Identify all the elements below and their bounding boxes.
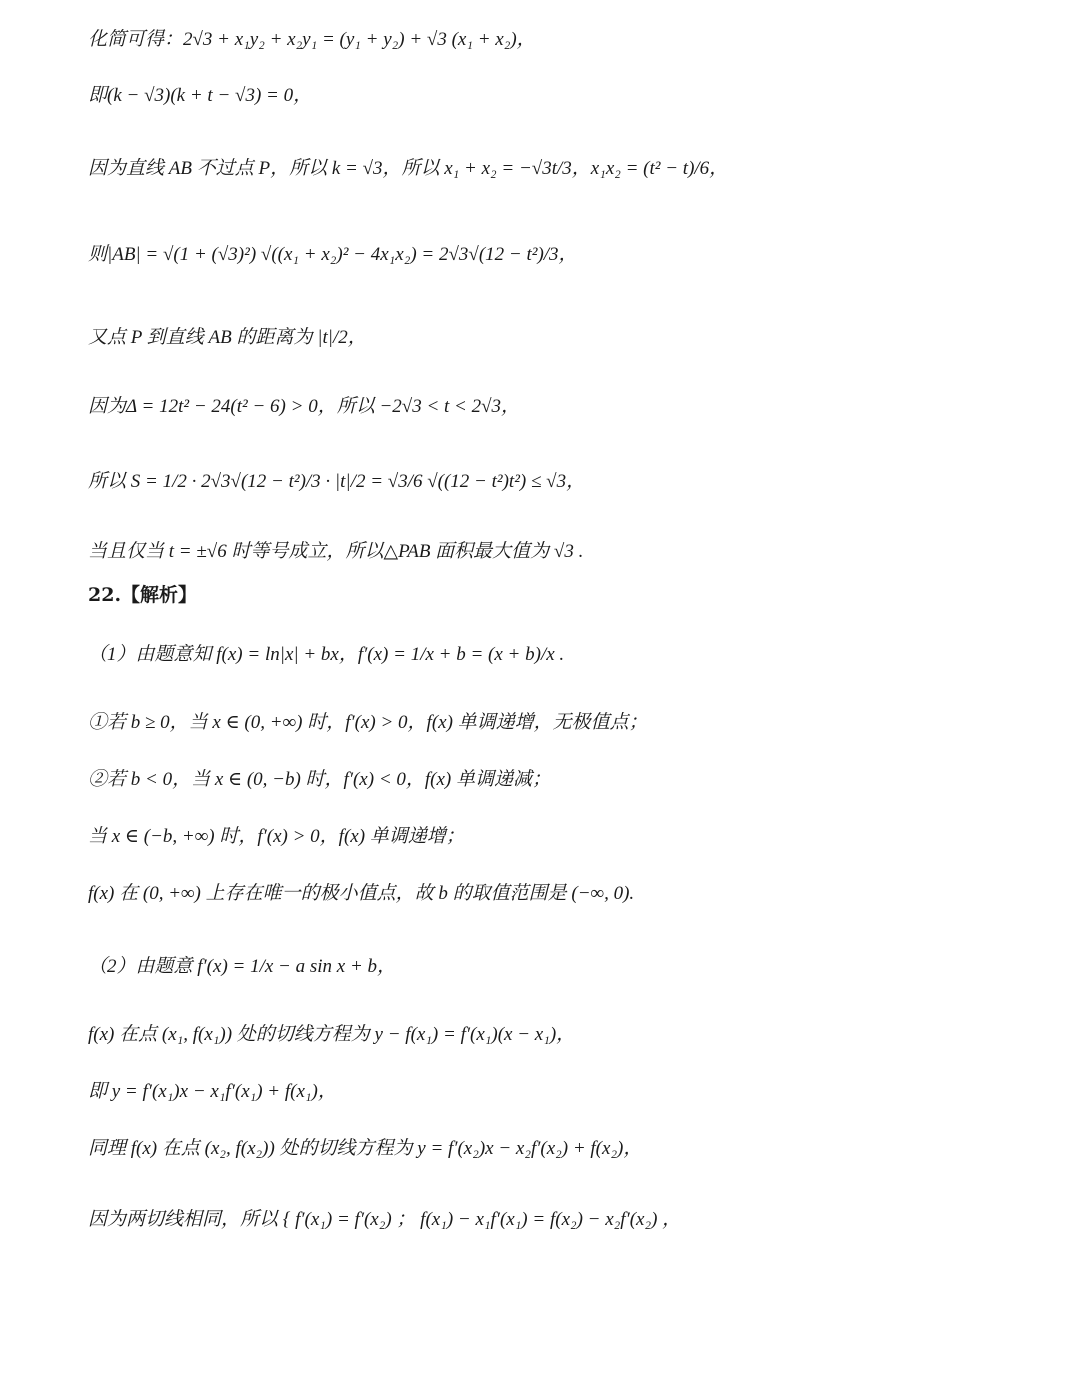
line-8: 当且仅当 t = ±√6 时等号成立，所以△PAB 面积最大值为 √3 . — [88, 541, 584, 562]
line-11: ①若 b ≥ 0，当 x ∈ (0, +∞) 时，f′(x) > 0，f(x) 单调递增，无极值点； — [88, 712, 648, 733]
line-7: 所以 S = 1/2 · 2√3√(12 − t²)/3 · |t|/2 = √3/6 √((12 − t²)t²) ≤ √3， — [88, 471, 586, 492]
line-19: 因为两切线相同，所以 { f′(x₁) = f′(x₂) ； f(x₁) − x₁f′(x₁) = f(x₂) − x₂f′(x₂) ， — [88, 1209, 682, 1230]
line-3: 因为直线 AB 不过点 P，所以 k = √3，所以 x₁ + x₂ = −√3t/3，x₁x₂ = (t² − t)/6， — [88, 158, 729, 179]
section-heading-22: 22.【解析】 — [88, 584, 198, 606]
line-12: ②若 b < 0，当 x ∈ (0, −b) 时，f′(x) < 0，f(x) 单调递减； — [88, 769, 552, 790]
line-6: 因为Δ = 12t² − 24(t² − 6) > 0，所以 −2√3 < t < 2√3， — [88, 396, 521, 417]
line-4: 则|AB| = √(1 + (√3)²) √((x₁ + x₂)² − 4x₁x₂) = 2√3√(12 − t²)/3， — [88, 244, 578, 265]
line-5: 又点 P 到直线 AB 的距离为 |t|/2， — [88, 327, 367, 348]
line-14: f(x) 在 (0, +∞) 上存在唯一的极小值点，故 b 的取值范围是 (−∞, 0). — [88, 883, 635, 904]
line-2: 即(k − √3)(k + t − √3) = 0， — [88, 85, 313, 106]
line-18: 同理 f(x) 在点 (x₂, f(x₂)) 处的切线方程为 y = f′(x₂)x − x₂f′(x₂) + f(x₂)， — [88, 1138, 643, 1159]
line-16: f(x) 在点 (x₁, f(x₁)) 处的切线方程为 y − f(x₁) = f′(x₁)(x − x₁)， — [88, 1024, 576, 1045]
line-1: 化简可得：2√3 + x₁y₂ + x₂y₁ = (y₁ + y₂) + √3 (x₁ + x₂)， — [88, 29, 536, 50]
line-13: 当 x ∈ (−b, +∞) 时，f′(x) > 0，f(x) 单调递增； — [88, 826, 465, 847]
line-10: （1）由题意知 f(x) = ln|x| + bx，f′(x) = 1/x + b = (x + b)/x . — [88, 644, 565, 665]
line-17: 即 y = f′(x₁)x − x₁f′(x₁) + f(x₁)， — [88, 1081, 337, 1102]
line-15: （2）由题意 f′(x) = 1/x − a sin x + b， — [88, 956, 397, 977]
